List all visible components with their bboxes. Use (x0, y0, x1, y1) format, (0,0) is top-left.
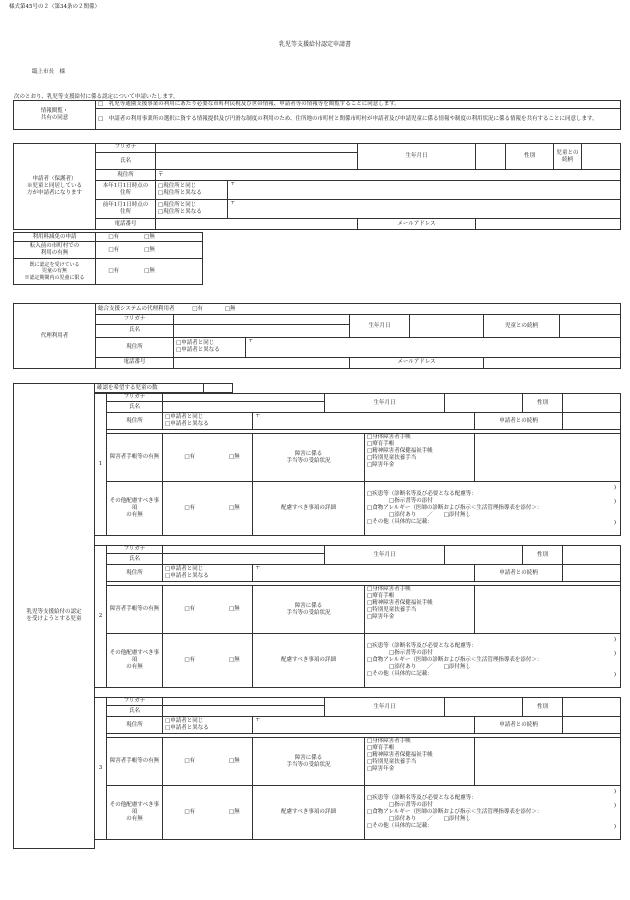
children-count-label: 確認を希望する児童の数 (95, 384, 204, 393)
applicant-phone-field[interactable] (156, 218, 358, 229)
child-relation-label: 申請者との続柄 (475, 565, 563, 582)
child-table-3 (94, 697, 621, 840)
applicant-relation-field[interactable] (582, 144, 621, 170)
applicant-section-label: 申請者（保護者） ※児童と同居している 方が申請者になります (14, 144, 96, 230)
child-birthdate-field[interactable] (445, 698, 523, 717)
child-other-yes[interactable]: □有 (163, 482, 217, 536)
child-address-label: 現住所 (107, 565, 163, 582)
child-disability-no[interactable]: □無 (217, 586, 253, 634)
child-address-field[interactable]: 〒 (253, 717, 475, 734)
child-benefit-field[interactable] (475, 738, 621, 786)
intro-text: 次のとおり、乳児等支援給付に係る認定について申請いたします。 (14, 94, 179, 100)
applicant-table (13, 143, 621, 230)
child-detail-other[interactable]: □その他（具体的に記載： (367, 822, 433, 829)
child-benefit-mental[interactable]: □精神障害者保健福祉手帳 (367, 751, 433, 758)
form-id: 様式第45号の２（第34条の２関係） (9, 4, 100, 10)
child-birthdate-label: 生年月日 (325, 698, 445, 717)
agent-system-label: 総合支援システムの代理利用者 (98, 305, 175, 312)
applicant-phone-label: 電話番号 (96, 218, 156, 229)
child-birthdate-field[interactable] (445, 546, 523, 565)
child-gender-field[interactable] (563, 546, 621, 565)
status-prior-yes[interactable]: □有 (96, 242, 132, 259)
children-count-field[interactable] (204, 384, 233, 393)
child-gender-label: 性別 (523, 546, 563, 565)
status-table (13, 232, 203, 285)
status-certified-yes[interactable]: □有 (96, 259, 132, 285)
child-gender-field[interactable] (563, 394, 621, 413)
agent-relation-field[interactable] (560, 315, 621, 338)
child-detail-disease[interactable]: □疾患等（診断名等及び必要となる配慮等： (367, 795, 477, 802)
consent-item-1[interactable]: □ 乳児等通園支援事業の利用にあたり必要な市町村民税及び世帯情報、申請者等の情報等を閲覧することに同意します。 (96, 101, 621, 109)
child-disability-yes[interactable]: □有 (163, 738, 217, 786)
child-number: 3 (95, 698, 107, 840)
agent-same-checkbox[interactable]: □申請者と同じ (176, 340, 215, 347)
child-furigana-label: フリガナ (107, 394, 163, 402)
applicant-jan1-label: 本年1月1日時点の 住所 (96, 181, 156, 200)
status-reduction-yes[interactable]: □有 (96, 233, 132, 242)
status-certified-no[interactable]: □無 (132, 259, 168, 285)
child-table-2 (94, 545, 621, 688)
children-count-table (94, 383, 233, 393)
child-furigana-field[interactable] (163, 394, 325, 402)
status-label-certified: 既に認定を受けている 児童の有無 ※認定期間内の児童に限る (14, 259, 96, 285)
child-benefit-physical[interactable]: □身体障害者手帳 (367, 434, 411, 440)
child-detail-attach[interactable]: □添付あり ／ □添付無し (367, 511, 471, 518)
applicant-gender-label: 性別 (506, 144, 554, 170)
child-benefit-mental[interactable]: □精神障害者保健福祉手帳 (367, 447, 433, 454)
child-detail-instruction[interactable]: □指示書等の添付 (367, 802, 433, 809)
applicant-prev-jan1-label: 前年1月1日時点の 住所 (96, 200, 156, 219)
child-address-label: 現住所 (107, 413, 163, 430)
child-disability-label: 障害者手帳等の有無 (107, 586, 163, 634)
child-other-no[interactable]: □無 (217, 482, 253, 536)
applicant-email-field[interactable] (476, 218, 621, 229)
child-paren-3: ) (613, 672, 616, 678)
child-name-field[interactable] (163, 706, 325, 717)
applicant-prev-jan1-field[interactable]: 〒 (228, 200, 621, 219)
child-relation-field[interactable] (563, 413, 621, 430)
child-same-checkbox[interactable]: □申請者と同じ (165, 718, 204, 725)
applicant-prev-diff-checkbox[interactable]: □現住所と異なる (158, 209, 202, 216)
child-furigana-label: フリガナ (107, 546, 163, 554)
child-birthdate-label: 生年月日 (325, 546, 445, 565)
child-detail-other[interactable]: □その他（具体的に記載： (367, 518, 433, 525)
child-benefit-mental[interactable]: □精神障害者保健福祉手帳 (367, 599, 433, 606)
child-benefit-ryoiku[interactable]: □療育手帳 (367, 592, 395, 599)
child-benefit-field[interactable] (475, 586, 621, 634)
child-furigana-field[interactable] (163, 546, 325, 554)
child-paren-3: ) (613, 824, 616, 830)
child-name-label: 氏名 (107, 402, 163, 413)
applicant-name-field[interactable] (156, 152, 358, 170)
consent-label: 情報閲覧・ 共有の同意 (14, 101, 96, 130)
applicant-jan1-same-checkbox[interactable]: □現住所と同じ (158, 183, 197, 190)
child-benefit-label: 障害に係る 手当等の受給状況 (253, 586, 365, 634)
agent-system-no[interactable]: □無 (224, 305, 236, 312)
agent-name-field[interactable] (174, 324, 350, 338)
child-furigana-label: フリガナ (107, 698, 163, 706)
child-detail-instruction[interactable]: □指示書等の添付 (367, 498, 433, 505)
child-detail-label: 配慮すべき事項の詳細 (253, 482, 365, 536)
child-detail-disease[interactable]: □疾患等（診断名等及び必要となる配慮等： (367, 491, 477, 498)
agent-relation-label: 児童との続柄 (484, 315, 560, 338)
child-number: 2 (95, 546, 107, 688)
agent-name-label: 氏名 (96, 324, 174, 338)
agent-furigana-field[interactable] (174, 315, 350, 324)
child-detail-other[interactable]: □その他（具体的に記載： (367, 670, 433, 677)
child-benefit-pension[interactable]: □障害年金 (367, 765, 395, 772)
agent-diff-checkbox[interactable]: □申請者と異なる (176, 347, 220, 354)
child-benefit-special[interactable]: □特別児童扶養手当 (367, 758, 417, 765)
child-relation-label: 申請者との続柄 (475, 413, 563, 430)
child-number: 1 (95, 394, 107, 536)
agent-system-yes[interactable]: □有 (192, 305, 203, 312)
agent-phone-field[interactable] (174, 357, 350, 368)
child-benefit-pension[interactable]: □障害年金 (367, 461, 395, 468)
children-section-label: 乳児等支援給付の認定 を受けようとする児童 (13, 383, 95, 849)
applicant-address-field[interactable]: 〒 (156, 170, 621, 181)
child-same-checkbox[interactable]: □申請者と同じ (165, 566, 204, 573)
child-diff-checkbox[interactable]: □申請者と異なる (165, 725, 209, 731)
child-other-label: その他配慮すべき事項 の有無 (107, 634, 163, 688)
agent-address-label: 現住所 (96, 338, 174, 357)
child-disability-no[interactable]: □無 (217, 738, 253, 786)
child-disability-label: 障害者手帳等の有無 (107, 738, 163, 786)
child-diff-checkbox[interactable]: □申請者と異なる (165, 421, 209, 427)
addressee: 臨上市長 様 (32, 69, 66, 75)
agent-furigana-label: フリガナ (96, 315, 174, 324)
child-detail-instruction[interactable]: □指示書等の添付 (367, 650, 433, 657)
status-label-reduction: 利用料減免の申請 (14, 233, 96, 242)
form-title: 乳児等支援給付認定申請書 (278, 41, 351, 48)
child-detail-allergy[interactable]: □食物アレルギー（医師の診断および指示＜生活管理指導表を添付＞： (367, 657, 543, 664)
applicant-name-label: 氏名 (96, 152, 156, 170)
child-birthdate-label: 生年月日 (325, 394, 445, 413)
applicant-address-label: 現住所 (96, 170, 156, 181)
child-detail-allergy[interactable]: □食物アレルギー（医師の診断および指示＜生活管理指導表を添付＞： (367, 505, 543, 512)
child-other-label: その他配慮すべき事項 の有無 (107, 482, 163, 536)
child-same-checkbox[interactable]: □申請者と同じ (165, 414, 204, 421)
child-benefit-pension[interactable]: □障害年金 (367, 613, 395, 620)
child-paren-2: ) (613, 651, 616, 657)
applicant-prev-same-checkbox[interactable]: □現住所と同じ (158, 202, 197, 209)
status-label-prior-use: 転入前の市町村での 利用の有無 (14, 242, 96, 259)
child-disability-label: 障害者手帳等の有無 (107, 434, 163, 482)
child-benefit-physical[interactable]: □身体障害者手帳 (367, 586, 411, 592)
child-detail-disease[interactable]: □疾患等（診断名等及び必要となる配慮等： (367, 643, 477, 650)
child-benefit-ryoiku[interactable]: □療育手帳 (367, 744, 395, 751)
child-benefit-label: 障害に係る 手当等の受給状況 (253, 738, 365, 786)
child-detail-attach[interactable]: □添付あり ／ □添付無し (367, 815, 471, 822)
child-name-field[interactable] (163, 554, 325, 565)
child-paren-1: ) (613, 789, 616, 795)
consent-table (13, 100, 621, 130)
agent-section-label: 代理利用者 (14, 304, 96, 369)
agent-address-field[interactable]: 〒 (246, 338, 621, 357)
child-relation-field[interactable] (563, 565, 621, 582)
child-paren-2: ) (613, 803, 616, 809)
status-reduction-no[interactable]: □無 (132, 233, 168, 242)
child-gender-label: 性別 (523, 698, 563, 717)
child-name-field[interactable] (163, 402, 325, 413)
child-furigana-field[interactable] (163, 698, 325, 706)
agent-table (13, 303, 621, 369)
child-diff-checkbox[interactable]: □申請者と異なる (165, 573, 209, 579)
child-benefit-ryoiku[interactable]: □療育手帳 (367, 440, 395, 447)
applicant-furigana-label: フリガナ (96, 144, 156, 153)
agent-birthdate-label: 生年月日 (350, 315, 410, 338)
child-benefit-label: 障害に係る 手当等の受給状況 (253, 434, 365, 482)
child-other-yes[interactable]: □有 (163, 786, 217, 840)
child-detail-attach[interactable]: □添付あり ／ □添付無し (367, 663, 471, 670)
child-table-1 (94, 393, 621, 536)
child-address-label: 現住所 (107, 717, 163, 734)
consent-item-2[interactable]: □ 申請者の利用事業所の選択に資する情報提供及び円滑な制度の利用のため、住所地の市町村と関係市町村が申請者及び申請児童に係る情報や制度の利用状況に係る情報を共有することに同意します。 (96, 109, 621, 130)
child-disability-yes[interactable]: □有 (163, 434, 217, 482)
child-disability-yes[interactable]: □有 (163, 586, 217, 634)
child-detail-label: 配慮すべき事項の詳細 (253, 634, 365, 688)
agent-phone-label: 電話番号 (96, 357, 174, 368)
child-relation-label: 申請者との続柄 (475, 717, 563, 734)
applicant-email-label: メールアドレス (358, 218, 476, 229)
applicant-jan1-field[interactable]: 〒 (228, 181, 621, 200)
child-relation-field[interactable] (563, 717, 621, 734)
child-address-field[interactable]: 〒 (253, 565, 475, 582)
agent-email-field[interactable] (484, 357, 621, 368)
child-name-label: 氏名 (107, 554, 163, 565)
agent-email-label: メールアドレス (350, 357, 484, 368)
child-disability-no[interactable]: □無 (217, 434, 253, 482)
child-detail-label: 配慮すべき事項の詳細 (253, 786, 365, 840)
child-birthdate-field[interactable] (445, 394, 523, 413)
agent-birthdate-field[interactable] (410, 315, 484, 338)
child-other-no[interactable]: □無 (217, 634, 253, 688)
child-other-no[interactable]: □無 (217, 786, 253, 840)
child-benefit-physical[interactable]: □身体障害者手帳 (367, 738, 411, 744)
applicant-birthdate-field[interactable] (476, 144, 506, 170)
child-benefit-special[interactable]: □特別児童扶養手当 (367, 454, 417, 461)
child-gender-label: 性別 (523, 394, 563, 413)
child-address-field[interactable]: 〒 (253, 413, 475, 430)
child-benefit-field[interactable] (475, 434, 621, 482)
status-prior-no[interactable]: □無 (132, 242, 168, 259)
child-other-yes[interactable]: □有 (163, 634, 217, 688)
applicant-furigana-field[interactable] (156, 144, 358, 153)
applicant-birthdate-label: 生年月日 (358, 144, 476, 170)
child-paren-1: ) (613, 637, 616, 643)
child-paren-3: ) (613, 520, 616, 526)
child-benefit-special[interactable]: □特別児童扶養手当 (367, 606, 417, 613)
child-paren-1: ) (613, 485, 616, 491)
child-detail-allergy[interactable]: □食物アレルギー（医師の診断および指示＜生活管理指導表を添付＞： (367, 809, 543, 816)
child-gender-field[interactable] (563, 698, 621, 717)
child-paren-2: ) (613, 499, 616, 505)
child-name-label: 氏名 (107, 706, 163, 717)
child-other-label: その他配慮すべき事項 の有無 (107, 786, 163, 840)
applicant-relation-label: 児童との 続柄 (554, 144, 582, 170)
applicant-jan1-diff-checkbox[interactable]: □現住所と異なる (158, 190, 202, 197)
